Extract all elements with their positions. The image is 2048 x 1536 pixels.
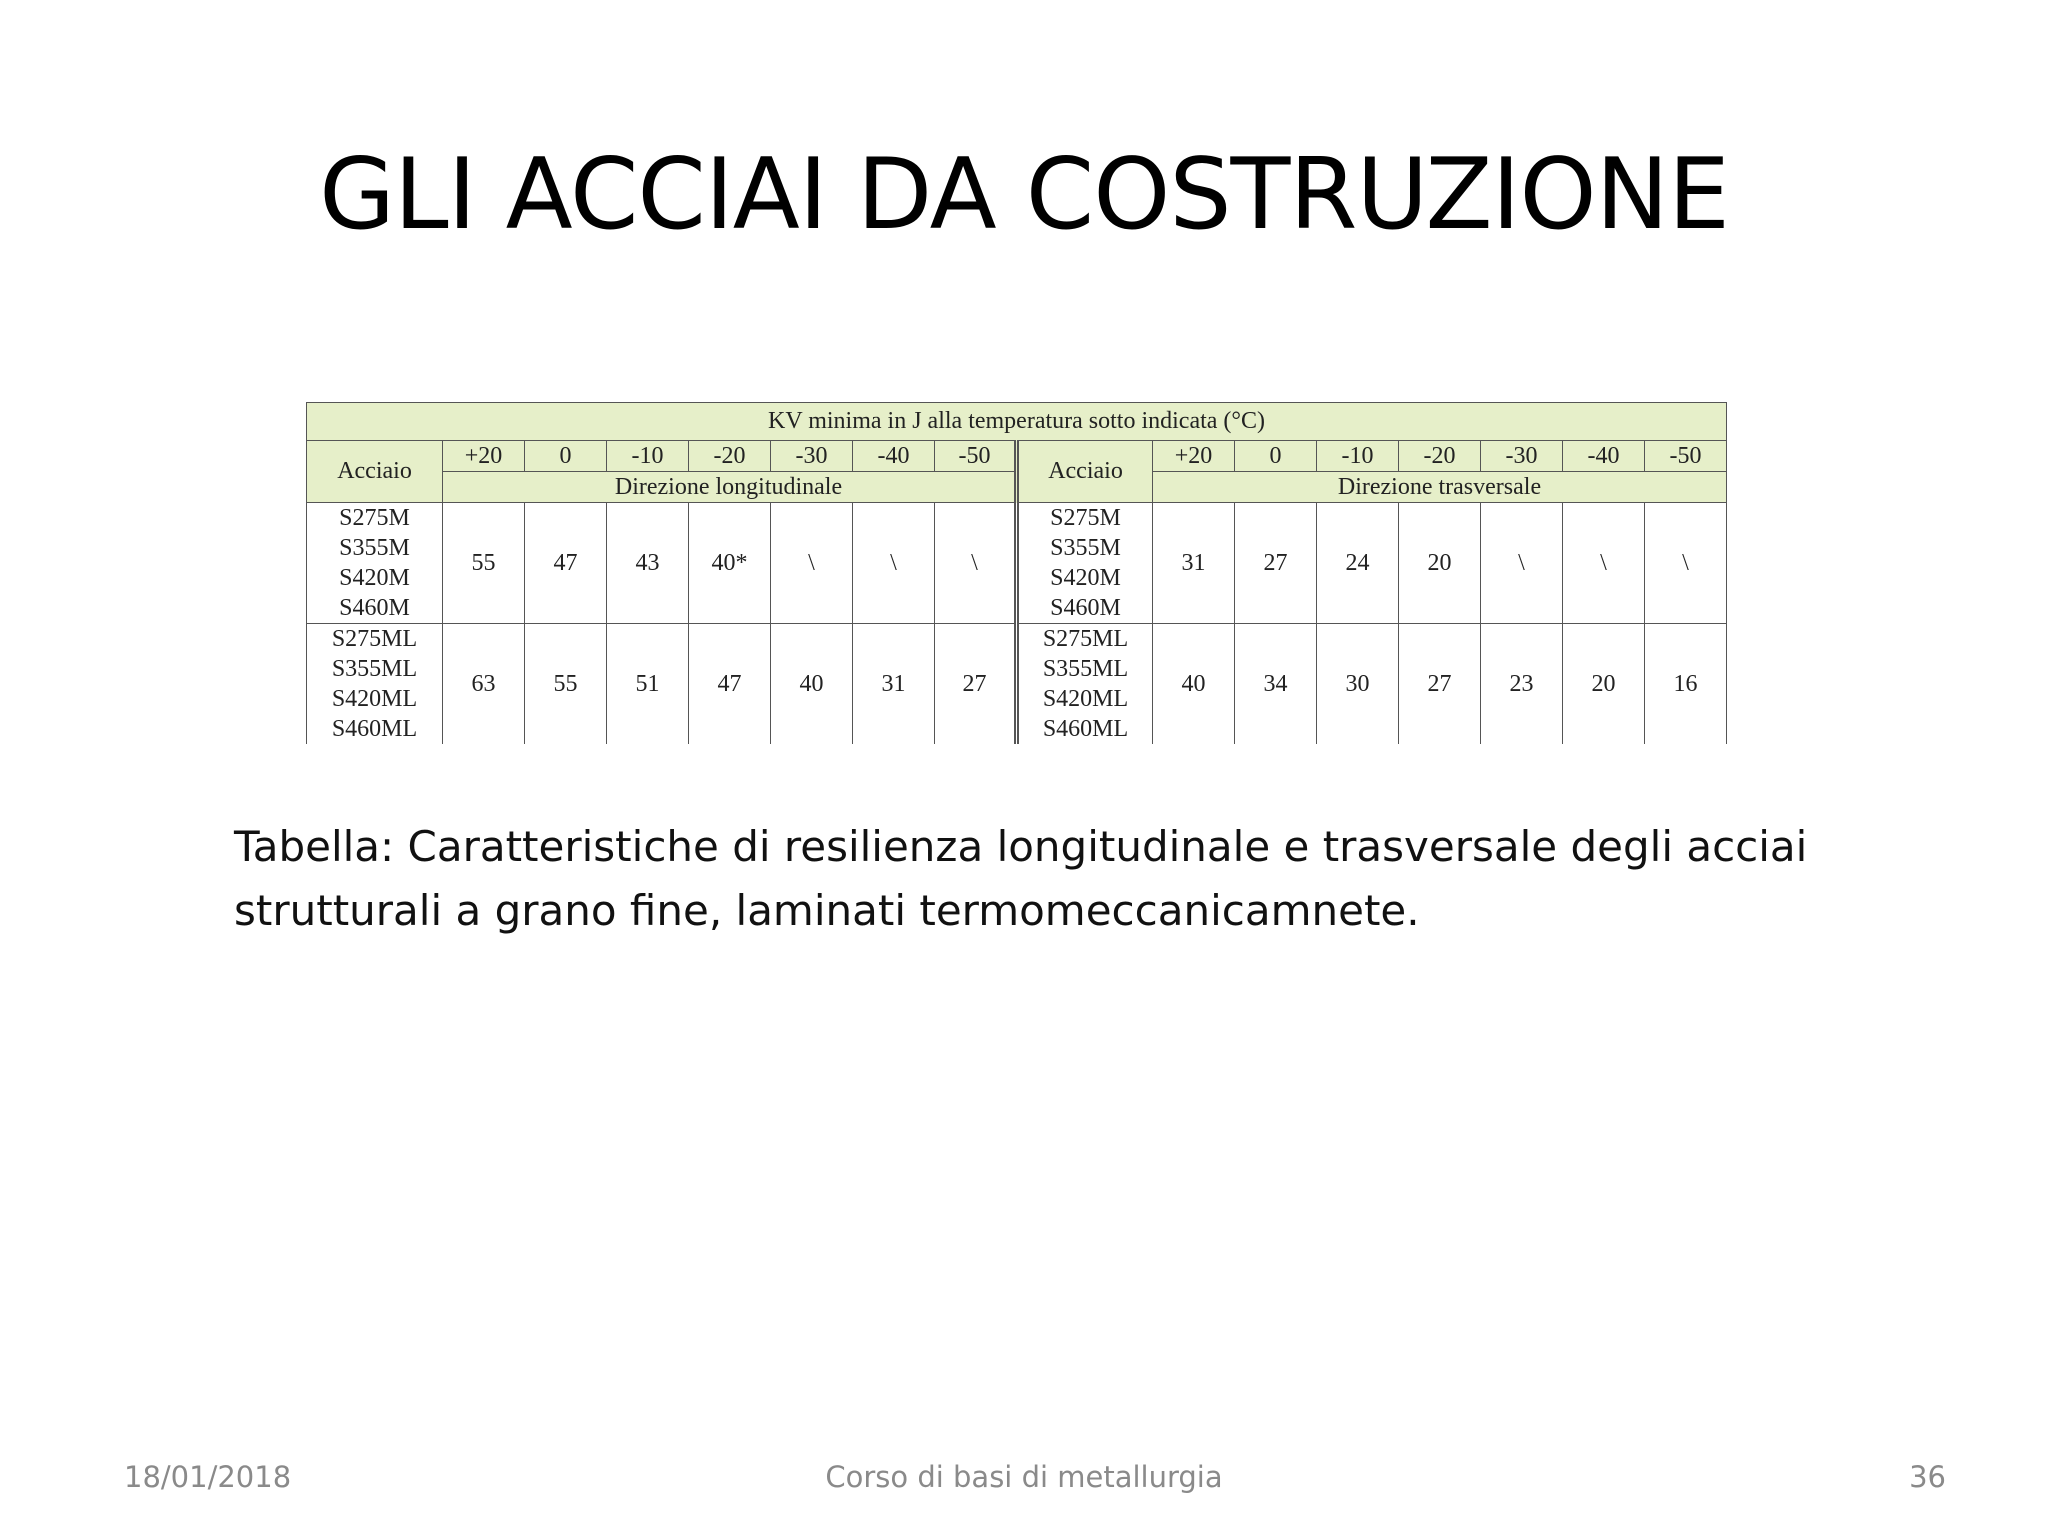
kv-value: 55 <box>443 503 525 624</box>
temp-header: 0 <box>525 441 607 472</box>
grade-name: S460ML <box>331 716 418 742</box>
kv-value: \ <box>771 503 853 624</box>
temp-header: -50 <box>935 441 1017 472</box>
grade-list <box>1017 624 1153 745</box>
grade-list <box>307 624 443 745</box>
grade-list <box>307 503 443 624</box>
grade-name: S275M <box>339 505 410 531</box>
grade-name: S275ML <box>331 626 418 652</box>
kv-value: \ <box>853 503 935 624</box>
temp-header: -50 <box>1645 441 1727 472</box>
temp-header: -30 <box>771 441 853 472</box>
resilience-table <box>306 402 1727 744</box>
kv-value: 51 <box>607 624 689 745</box>
footer-course: Corso di basi di metallurgia <box>825 1460 1223 1494</box>
temp-header: +20 <box>443 441 525 472</box>
kv-value: 55 <box>525 624 607 745</box>
grade-name: S275ML <box>1042 626 1129 652</box>
temp-header: +20 <box>1153 441 1235 472</box>
grade-name: S355M <box>339 535 410 561</box>
kv-value: 47 <box>525 503 607 624</box>
temp-header: -40 <box>1563 441 1645 472</box>
table-row <box>307 503 1727 624</box>
kv-value: \ <box>1481 503 1563 624</box>
kv-value: 23 <box>1481 624 1563 745</box>
kv-value: 63 <box>443 624 525 745</box>
kv-value: 20 <box>1399 503 1481 624</box>
kv-value: 20 <box>1563 624 1645 745</box>
direction-transverse: Direzione trasversale <box>1153 472 1727 503</box>
temp-header: -40 <box>853 441 935 472</box>
kv-value: 40* <box>689 503 771 624</box>
kv-value: \ <box>1563 503 1645 624</box>
grade-name: S355ML <box>1042 656 1129 682</box>
temp-header: -20 <box>1399 441 1481 472</box>
grade-name: S420M <box>1050 565 1121 591</box>
grade-name: S460M <box>1050 595 1121 621</box>
kv-value: 31 <box>1153 503 1235 624</box>
grade-name: S355M <box>1050 535 1121 561</box>
temp-header: -30 <box>1481 441 1563 472</box>
table-caption: Tabella: Caratteristiche di resilienza longitudinale e trasversale degli acciai strutturali a grano fine, laminati termomeccanicamnete. <box>234 822 1808 935</box>
kv-value: 47 <box>689 624 771 745</box>
direction-longitudinal: Direzione longitudinale <box>443 472 1017 503</box>
kv-value: \ <box>935 503 1017 624</box>
kv-value: \ <box>1645 503 1727 624</box>
grade-list <box>1017 503 1153 624</box>
footer-page-number: 36 <box>1909 1460 1946 1494</box>
kv-value: 43 <box>607 503 689 624</box>
kv-value: 27 <box>1399 624 1481 745</box>
grade-name: S275M <box>1050 505 1121 531</box>
grade-name: S460M <box>339 595 410 621</box>
temp-header: -20 <box>689 441 771 472</box>
temp-header: 0 <box>1235 441 1317 472</box>
kv-value: 27 <box>935 624 1017 745</box>
col-label-acciaio-trans: Acciaio <box>1017 441 1153 503</box>
grade-name: S420ML <box>1042 686 1129 712</box>
kv-value: 31 <box>853 624 935 745</box>
grade-name: S420M <box>339 565 410 591</box>
table-main-header: KV minima in J alla temperatura sotto indicata (°C) <box>307 403 1727 441</box>
kv-value: 40 <box>771 624 853 745</box>
footer-date: 18/01/2018 <box>124 1460 292 1494</box>
kv-value: 27 <box>1235 503 1317 624</box>
kv-value: 24 <box>1317 503 1399 624</box>
grade-name: S355ML <box>331 656 418 682</box>
table-row <box>307 624 1727 745</box>
temp-header: -10 <box>1317 441 1399 472</box>
grade-name: S420ML <box>331 686 418 712</box>
kv-value: 30 <box>1317 624 1399 745</box>
temp-header: -10 <box>607 441 689 472</box>
slide-title: GLI ACCIAI DA COSTRUZIONE <box>319 138 1729 252</box>
grade-name: S460ML <box>1042 716 1129 742</box>
kv-value: 34 <box>1235 624 1317 745</box>
kv-value: 16 <box>1645 624 1727 745</box>
col-label-acciaio-long: Acciaio <box>307 441 443 503</box>
kv-value: 40 <box>1153 624 1235 745</box>
